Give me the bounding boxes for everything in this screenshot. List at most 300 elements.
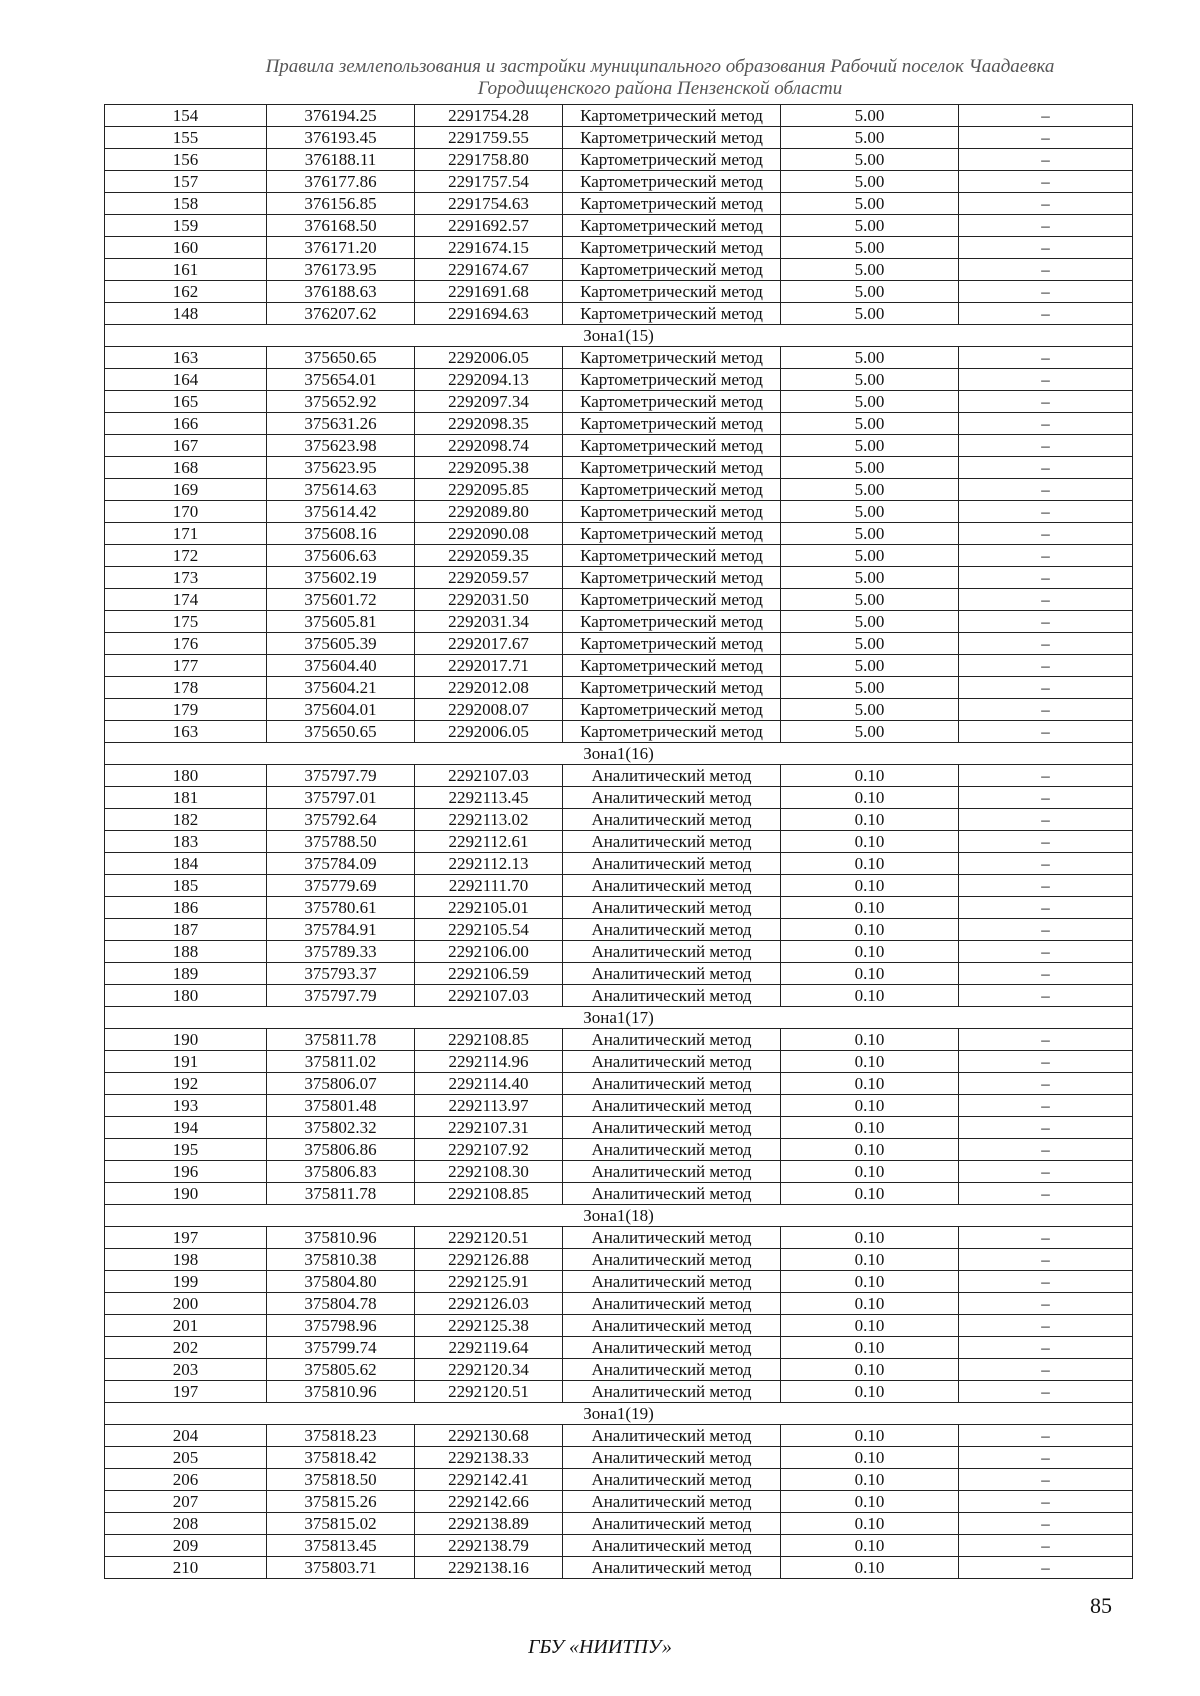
- method-cell: Картометрический метод: [563, 479, 781, 501]
- y-coordinate-cell: 2292126.03: [415, 1293, 563, 1315]
- x-coordinate-cell: 375614.63: [267, 479, 415, 501]
- description-cell: –: [959, 1535, 1133, 1557]
- description-cell: –: [959, 1161, 1133, 1183]
- accuracy-cell: 0.10: [781, 1535, 959, 1557]
- method-cell: Аналитический метод: [563, 897, 781, 919]
- point-number-cell: 190: [105, 1183, 267, 1205]
- method-cell: Картометрический метод: [563, 413, 781, 435]
- x-coordinate-cell: 375793.37: [267, 963, 415, 985]
- point-number-cell: 204: [105, 1425, 267, 1447]
- point-number-cell: 196: [105, 1161, 267, 1183]
- x-coordinate-cell: 376156.85: [267, 193, 415, 215]
- table-row: [105, 831, 1133, 853]
- x-coordinate-cell: 375797.79: [267, 765, 415, 787]
- accuracy-cell: 5.00: [781, 633, 959, 655]
- x-coordinate-cell: 376168.50: [267, 215, 415, 237]
- point-number-cell: 188: [105, 941, 267, 963]
- method-cell: Картометрический метод: [563, 501, 781, 523]
- table-row: [105, 809, 1133, 831]
- y-coordinate-cell: 2292112.61: [415, 831, 563, 853]
- accuracy-cell: 0.10: [781, 1029, 959, 1051]
- description-cell: –: [959, 1557, 1133, 1579]
- zone-header-row: [105, 325, 1133, 347]
- x-coordinate-cell: 375803.71: [267, 1557, 415, 1579]
- method-cell: Аналитический метод: [563, 1293, 781, 1315]
- point-number-cell: 157: [105, 171, 267, 193]
- point-number-cell: 170: [105, 501, 267, 523]
- zone-label: Зона1(18): [105, 1205, 1133, 1227]
- method-cell: Картометрический метод: [563, 105, 781, 127]
- table-row: [105, 1161, 1133, 1183]
- description-cell: –: [959, 435, 1133, 457]
- accuracy-cell: 0.10: [781, 1161, 959, 1183]
- table-row: [105, 369, 1133, 391]
- description-cell: –: [959, 303, 1133, 325]
- x-coordinate-cell: 375805.62: [267, 1359, 415, 1381]
- table-row: [105, 1491, 1133, 1513]
- method-cell: Аналитический метод: [563, 985, 781, 1007]
- method-cell: Аналитический метод: [563, 1227, 781, 1249]
- x-coordinate-cell: 375614.42: [267, 501, 415, 523]
- point-number-cell: 205: [105, 1447, 267, 1469]
- method-cell: Картометрический метод: [563, 677, 781, 699]
- x-coordinate-cell: 375623.98: [267, 435, 415, 457]
- description-cell: –: [959, 127, 1133, 149]
- x-coordinate-cell: 375654.01: [267, 369, 415, 391]
- accuracy-cell: 0.10: [781, 1117, 959, 1139]
- method-cell: Аналитический метод: [563, 1095, 781, 1117]
- method-cell: Аналитический метод: [563, 1513, 781, 1535]
- x-coordinate-cell: 375797.79: [267, 985, 415, 1007]
- accuracy-cell: 0.10: [781, 809, 959, 831]
- description-cell: –: [959, 589, 1133, 611]
- method-cell: Картометрический метод: [563, 523, 781, 545]
- description-cell: –: [959, 105, 1133, 127]
- y-coordinate-cell: 2292098.74: [415, 435, 563, 457]
- accuracy-cell: 5.00: [781, 523, 959, 545]
- y-coordinate-cell: 2292017.67: [415, 633, 563, 655]
- table-row: [105, 281, 1133, 303]
- y-coordinate-cell: 2291758.80: [415, 149, 563, 171]
- point-number-cell: 177: [105, 655, 267, 677]
- table-row: [105, 655, 1133, 677]
- x-coordinate-cell: 375804.78: [267, 1293, 415, 1315]
- accuracy-cell: 0.10: [781, 919, 959, 941]
- point-number-cell: 164: [105, 369, 267, 391]
- method-cell: Аналитический метод: [563, 1315, 781, 1337]
- point-number-cell: 160: [105, 237, 267, 259]
- point-number-cell: 171: [105, 523, 267, 545]
- description-cell: –: [959, 1227, 1133, 1249]
- zone-header-row: [105, 1007, 1133, 1029]
- description-cell: –: [959, 171, 1133, 193]
- method-cell: Картометрический метод: [563, 215, 781, 237]
- description-cell: –: [959, 1469, 1133, 1491]
- description-cell: –: [959, 677, 1133, 699]
- table-row: [105, 589, 1133, 611]
- y-coordinate-cell: 2292107.31: [415, 1117, 563, 1139]
- description-cell: –: [959, 1051, 1133, 1073]
- zone-label: Зона1(15): [105, 325, 1133, 347]
- table-row: [105, 1293, 1133, 1315]
- accuracy-cell: 5.00: [781, 457, 959, 479]
- point-number-cell: 203: [105, 1359, 267, 1381]
- method-cell: Аналитический метод: [563, 1557, 781, 1579]
- point-number-cell: 162: [105, 281, 267, 303]
- description-cell: –: [959, 1447, 1133, 1469]
- accuracy-cell: 0.10: [781, 1447, 959, 1469]
- method-cell: Аналитический метод: [563, 1249, 781, 1271]
- method-cell: Картометрический метод: [563, 193, 781, 215]
- point-number-cell: 158: [105, 193, 267, 215]
- accuracy-cell: 0.10: [781, 1337, 959, 1359]
- x-coordinate-cell: 376188.63: [267, 281, 415, 303]
- x-coordinate-cell: 375606.63: [267, 545, 415, 567]
- y-coordinate-cell: 2292111.70: [415, 875, 563, 897]
- x-coordinate-cell: 375631.26: [267, 413, 415, 435]
- accuracy-cell: 5.00: [781, 479, 959, 501]
- y-coordinate-cell: 2292125.91: [415, 1271, 563, 1293]
- y-coordinate-cell: 2291757.54: [415, 171, 563, 193]
- point-number-cell: 197: [105, 1227, 267, 1249]
- accuracy-cell: 5.00: [781, 391, 959, 413]
- method-cell: Аналитический метод: [563, 853, 781, 875]
- point-number-cell: 191: [105, 1051, 267, 1073]
- table-row: [105, 897, 1133, 919]
- method-cell: Картометрический метод: [563, 545, 781, 567]
- description-cell: –: [959, 897, 1133, 919]
- x-coordinate-cell: 375650.65: [267, 347, 415, 369]
- description-cell: –: [959, 1095, 1133, 1117]
- x-coordinate-cell: 375602.19: [267, 567, 415, 589]
- table-row: [105, 1095, 1133, 1117]
- method-cell: Аналитический метод: [563, 941, 781, 963]
- zone-header-row: [105, 1403, 1133, 1425]
- point-number-cell: 176: [105, 633, 267, 655]
- point-number-cell: 190: [105, 1029, 267, 1051]
- point-number-cell: 154: [105, 105, 267, 127]
- x-coordinate-cell: 376177.86: [267, 171, 415, 193]
- point-number-cell: 182: [105, 809, 267, 831]
- y-coordinate-cell: 2292097.34: [415, 391, 563, 413]
- table-row: [105, 1425, 1133, 1447]
- method-cell: Картометрический метод: [563, 655, 781, 677]
- header-line-2: Городищенского района Пензенской области: [477, 78, 843, 99]
- y-coordinate-cell: 2292006.05: [415, 347, 563, 369]
- accuracy-cell: 0.10: [781, 853, 959, 875]
- description-cell: –: [959, 479, 1133, 501]
- y-coordinate-cell: 2292089.80: [415, 501, 563, 523]
- point-number-cell: 180: [105, 985, 267, 1007]
- table-row: [105, 237, 1133, 259]
- description-cell: –: [959, 1139, 1133, 1161]
- description-cell: –: [959, 1315, 1133, 1337]
- table-row: [105, 1535, 1133, 1557]
- table-row: [105, 127, 1133, 149]
- method-cell: Аналитический метод: [563, 1535, 781, 1557]
- y-coordinate-cell: 2292031.34: [415, 611, 563, 633]
- table-row: [105, 1447, 1133, 1469]
- table-row: [105, 479, 1133, 501]
- method-cell: Картометрический метод: [563, 259, 781, 281]
- table-row: [105, 105, 1133, 127]
- description-cell: –: [959, 501, 1133, 523]
- accuracy-cell: 5.00: [781, 721, 959, 743]
- x-coordinate-cell: 375604.01: [267, 699, 415, 721]
- y-coordinate-cell: 2291692.57: [415, 215, 563, 237]
- y-coordinate-cell: 2292113.02: [415, 809, 563, 831]
- table-row: [105, 1513, 1133, 1535]
- y-coordinate-cell: 2292090.08: [415, 523, 563, 545]
- table-row: [105, 787, 1133, 809]
- point-number-cell: 187: [105, 919, 267, 941]
- header-line-1: Правила землепользования и застройки муниципального образования Рабочий поселок Чаадаевка: [265, 56, 1055, 77]
- y-coordinate-cell: 2292107.03: [415, 985, 563, 1007]
- x-coordinate-cell: 375784.09: [267, 853, 415, 875]
- y-coordinate-cell: 2292138.16: [415, 1557, 563, 1579]
- x-coordinate-cell: 375797.01: [267, 787, 415, 809]
- accuracy-cell: 0.10: [781, 765, 959, 787]
- accuracy-cell: 5.00: [781, 149, 959, 171]
- accuracy-cell: 5.00: [781, 171, 959, 193]
- description-cell: –: [959, 413, 1133, 435]
- point-number-cell: 148: [105, 303, 267, 325]
- y-coordinate-cell: 2292012.08: [415, 677, 563, 699]
- y-coordinate-cell: 2292114.40: [415, 1073, 563, 1095]
- table-row: [105, 1139, 1133, 1161]
- accuracy-cell: 5.00: [781, 347, 959, 369]
- x-coordinate-cell: 375802.32: [267, 1117, 415, 1139]
- accuracy-cell: 5.00: [781, 435, 959, 457]
- zone-label: Зона1(17): [105, 1007, 1133, 1029]
- point-number-cell: 166: [105, 413, 267, 435]
- method-cell: Аналитический метод: [563, 1359, 781, 1381]
- method-cell: Аналитический метод: [563, 1051, 781, 1073]
- accuracy-cell: 0.10: [781, 1513, 959, 1535]
- description-cell: –: [959, 831, 1133, 853]
- point-number-cell: 192: [105, 1073, 267, 1095]
- x-coordinate-cell: 375601.72: [267, 589, 415, 611]
- accuracy-cell: 5.00: [781, 369, 959, 391]
- running-header: [150, 56, 1170, 100]
- description-cell: –: [959, 1491, 1133, 1513]
- y-coordinate-cell: 2292106.59: [415, 963, 563, 985]
- x-coordinate-cell: 375815.26: [267, 1491, 415, 1513]
- point-number-cell: 184: [105, 853, 267, 875]
- description-cell: –: [959, 1271, 1133, 1293]
- table-row: [105, 567, 1133, 589]
- accuracy-cell: 0.10: [781, 1425, 959, 1447]
- y-coordinate-cell: 2292138.33: [415, 1447, 563, 1469]
- description-cell: –: [959, 193, 1133, 215]
- accuracy-cell: 5.00: [781, 611, 959, 633]
- x-coordinate-cell: 375604.40: [267, 655, 415, 677]
- accuracy-cell: 5.00: [781, 193, 959, 215]
- accuracy-cell: 0.10: [781, 1073, 959, 1095]
- table-row: [105, 633, 1133, 655]
- accuracy-cell: 5.00: [781, 567, 959, 589]
- method-cell: Картометрический метод: [563, 611, 781, 633]
- description-cell: –: [959, 721, 1133, 743]
- y-coordinate-cell: 2291674.15: [415, 237, 563, 259]
- accuracy-cell: 5.00: [781, 677, 959, 699]
- method-cell: Аналитический метод: [563, 919, 781, 941]
- accuracy-cell: 5.00: [781, 259, 959, 281]
- y-coordinate-cell: 2292098.35: [415, 413, 563, 435]
- accuracy-cell: 5.00: [781, 127, 959, 149]
- x-coordinate-cell: 375818.23: [267, 1425, 415, 1447]
- y-coordinate-cell: 2292095.85: [415, 479, 563, 501]
- table-row: [105, 1557, 1133, 1579]
- table-row: [105, 303, 1133, 325]
- point-number-cell: 197: [105, 1381, 267, 1403]
- description-cell: –: [959, 853, 1133, 875]
- description-cell: –: [959, 963, 1133, 985]
- y-coordinate-cell: 2292120.51: [415, 1227, 563, 1249]
- accuracy-cell: 0.10: [781, 985, 959, 1007]
- table-row: [105, 523, 1133, 545]
- y-coordinate-cell: 2292108.85: [415, 1183, 563, 1205]
- accuracy-cell: 5.00: [781, 281, 959, 303]
- y-coordinate-cell: 2292059.57: [415, 567, 563, 589]
- point-number-cell: 193: [105, 1095, 267, 1117]
- point-number-cell: 209: [105, 1535, 267, 1557]
- y-coordinate-cell: 2292113.45: [415, 787, 563, 809]
- accuracy-cell: 0.10: [781, 1293, 959, 1315]
- point-number-cell: 168: [105, 457, 267, 479]
- x-coordinate-cell: 375811.78: [267, 1029, 415, 1051]
- table-row: [105, 699, 1133, 721]
- y-coordinate-cell: 2291754.28: [415, 105, 563, 127]
- y-coordinate-cell: 2292120.34: [415, 1359, 563, 1381]
- table-row: [105, 985, 1133, 1007]
- table-row: [105, 347, 1133, 369]
- x-coordinate-cell: 376171.20: [267, 237, 415, 259]
- y-coordinate-cell: 2291674.67: [415, 259, 563, 281]
- method-cell: Аналитический метод: [563, 1337, 781, 1359]
- description-cell: –: [959, 765, 1133, 787]
- x-coordinate-cell: 376173.95: [267, 259, 415, 281]
- x-coordinate-cell: 375815.02: [267, 1513, 415, 1535]
- x-coordinate-cell: 375810.38: [267, 1249, 415, 1271]
- accuracy-cell: 5.00: [781, 237, 959, 259]
- description-cell: –: [959, 567, 1133, 589]
- method-cell: Картометрический метод: [563, 237, 781, 259]
- point-number-cell: 163: [105, 721, 267, 743]
- point-number-cell: 201: [105, 1315, 267, 1337]
- y-coordinate-cell: 2292108.85: [415, 1029, 563, 1051]
- y-coordinate-cell: 2292008.07: [415, 699, 563, 721]
- y-coordinate-cell: 2291694.63: [415, 303, 563, 325]
- x-coordinate-cell: 375818.50: [267, 1469, 415, 1491]
- y-coordinate-cell: 2292138.79: [415, 1535, 563, 1557]
- accuracy-cell: 0.10: [781, 1051, 959, 1073]
- accuracy-cell: 0.10: [781, 875, 959, 897]
- accuracy-cell: 0.10: [781, 941, 959, 963]
- description-cell: –: [959, 1117, 1133, 1139]
- x-coordinate-cell: 375810.96: [267, 1227, 415, 1249]
- table-row: [105, 1183, 1133, 1205]
- y-coordinate-cell: 2292120.51: [415, 1381, 563, 1403]
- accuracy-cell: 0.10: [781, 1381, 959, 1403]
- point-number-cell: 189: [105, 963, 267, 985]
- method-cell: Картометрический метод: [563, 633, 781, 655]
- table-row: [105, 1469, 1133, 1491]
- point-number-cell: 180: [105, 765, 267, 787]
- accuracy-cell: 0.10: [781, 1491, 959, 1513]
- description-cell: –: [959, 237, 1133, 259]
- x-coordinate-cell: 375798.96: [267, 1315, 415, 1337]
- x-coordinate-cell: 375811.02: [267, 1051, 415, 1073]
- table-row: [105, 1227, 1133, 1249]
- y-coordinate-cell: 2292105.01: [415, 897, 563, 919]
- accuracy-cell: 5.00: [781, 105, 959, 127]
- x-coordinate-cell: 375605.81: [267, 611, 415, 633]
- point-number-cell: 206: [105, 1469, 267, 1491]
- method-cell: Картометрический метод: [563, 149, 781, 171]
- y-coordinate-cell: 2292142.66: [415, 1491, 563, 1513]
- x-coordinate-cell: 376207.62: [267, 303, 415, 325]
- description-cell: –: [959, 1359, 1133, 1381]
- x-coordinate-cell: 375604.21: [267, 677, 415, 699]
- point-number-cell: 155: [105, 127, 267, 149]
- method-cell: Аналитический метод: [563, 1491, 781, 1513]
- description-cell: –: [959, 523, 1133, 545]
- table-row: [105, 545, 1133, 567]
- x-coordinate-cell: 375811.78: [267, 1183, 415, 1205]
- description-cell: –: [959, 787, 1133, 809]
- x-coordinate-cell: 375650.65: [267, 721, 415, 743]
- point-number-cell: 165: [105, 391, 267, 413]
- table-row: [105, 765, 1133, 787]
- table-row: [105, 193, 1133, 215]
- method-cell: Аналитический метод: [563, 787, 781, 809]
- y-coordinate-cell: 2292126.88: [415, 1249, 563, 1271]
- table-row: [105, 1051, 1133, 1073]
- accuracy-cell: 5.00: [781, 303, 959, 325]
- method-cell: Аналитический метод: [563, 809, 781, 831]
- description-cell: –: [959, 1073, 1133, 1095]
- table-row: [105, 853, 1133, 875]
- description-cell: –: [959, 281, 1133, 303]
- method-cell: Аналитический метод: [563, 875, 781, 897]
- x-coordinate-cell: 375806.07: [267, 1073, 415, 1095]
- accuracy-cell: 0.10: [781, 963, 959, 985]
- table-row: [105, 391, 1133, 413]
- y-coordinate-cell: 2292107.03: [415, 765, 563, 787]
- table-row: [105, 1117, 1133, 1139]
- method-cell: Картометрический метод: [563, 589, 781, 611]
- x-coordinate-cell: 375792.64: [267, 809, 415, 831]
- point-number-cell: 202: [105, 1337, 267, 1359]
- accuracy-cell: 5.00: [781, 589, 959, 611]
- accuracy-cell: 0.10: [781, 897, 959, 919]
- x-coordinate-cell: 375813.45: [267, 1535, 415, 1557]
- table-row: [105, 611, 1133, 633]
- accuracy-cell: 5.00: [781, 501, 959, 523]
- method-cell: Аналитический метод: [563, 1183, 781, 1205]
- description-cell: –: [959, 1381, 1133, 1403]
- description-cell: –: [959, 545, 1133, 567]
- accuracy-cell: 5.00: [781, 413, 959, 435]
- table-row: [105, 259, 1133, 281]
- table-row: [105, 149, 1133, 171]
- table-row: [105, 677, 1133, 699]
- zone-header-row: [105, 743, 1133, 765]
- point-number-cell: 179: [105, 699, 267, 721]
- point-number-cell: 198: [105, 1249, 267, 1271]
- y-coordinate-cell: 2292106.00: [415, 941, 563, 963]
